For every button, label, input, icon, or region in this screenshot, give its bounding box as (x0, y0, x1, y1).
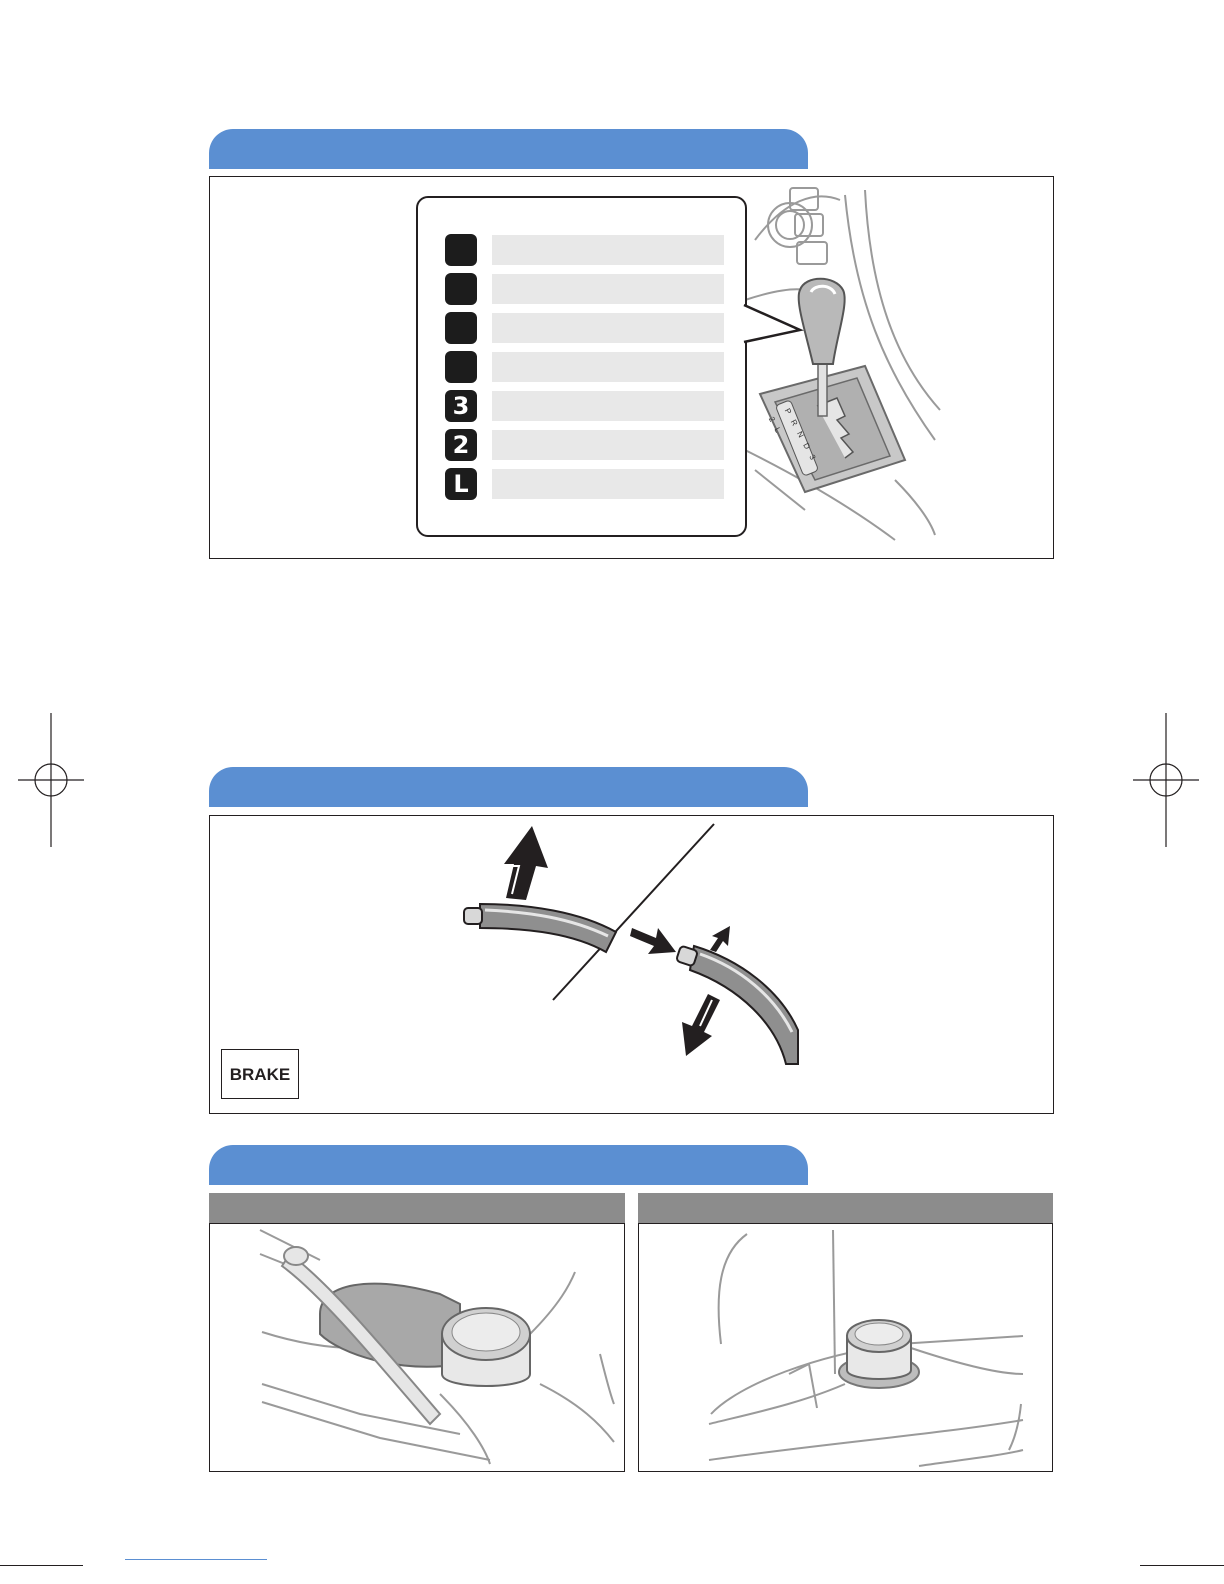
gate-letter-3: 3 (807, 453, 818, 462)
gear-row-p (445, 234, 725, 266)
gate-letter-l: L (772, 425, 783, 434)
gate-letter-d: D (801, 441, 812, 451)
gear-description-l (492, 469, 724, 499)
rear-cup-holder-illustration (639, 1224, 1052, 1470)
gate-letter-r: R (788, 418, 800, 428)
gear-description-d (492, 352, 724, 382)
gear-badge-d (445, 351, 477, 383)
gate-letter-2: 2 (766, 415, 777, 424)
crop-mark (125, 1559, 267, 1560)
gear-badge-r (445, 273, 477, 305)
section-tab-cup-holders (209, 1145, 808, 1185)
gear-row-n (445, 312, 725, 344)
gear-description-3 (492, 391, 724, 421)
gear-description-r (492, 274, 724, 304)
section-tab-shift (209, 129, 808, 169)
front-cup-holder-illustration (210, 1224, 624, 1470)
gear-row-2 (445, 429, 725, 461)
registration-mark-icon (1133, 713, 1199, 847)
arrow-press-icon (630, 920, 680, 956)
gear-badge-p (445, 234, 477, 266)
gear-row-3 (445, 390, 725, 422)
gear-description-2 (492, 430, 724, 460)
arrow-up-icon (706, 924, 734, 952)
crop-mark (0, 1565, 83, 1566)
callout-pointer (744, 300, 804, 350)
gear-badge-l: L (445, 468, 477, 500)
gate-letter-p: P (782, 406, 794, 416)
gear-row-l (445, 468, 725, 500)
section-tab-parking-brake (209, 767, 808, 807)
gear-row-d (445, 351, 725, 383)
brake-warning-indicator: BRAKE (221, 1049, 299, 1099)
shift-lever-illustration (745, 180, 945, 540)
registration-mark-icon (18, 713, 84, 847)
arrow-up-icon (500, 824, 552, 902)
gear-description-n (492, 313, 724, 343)
gear-badge-3: 3 (445, 390, 477, 422)
subheader-rear (638, 1193, 1053, 1223)
gear-description-p (492, 235, 724, 265)
gear-badge-n (445, 312, 477, 344)
arrow-down-icon (678, 992, 722, 1058)
subheader-front (209, 1193, 625, 1223)
crop-mark (1140, 1565, 1224, 1566)
gate-letter-n: N (794, 429, 806, 440)
gear-row-r (445, 273, 725, 305)
gear-badge-2: 2 (445, 429, 477, 461)
